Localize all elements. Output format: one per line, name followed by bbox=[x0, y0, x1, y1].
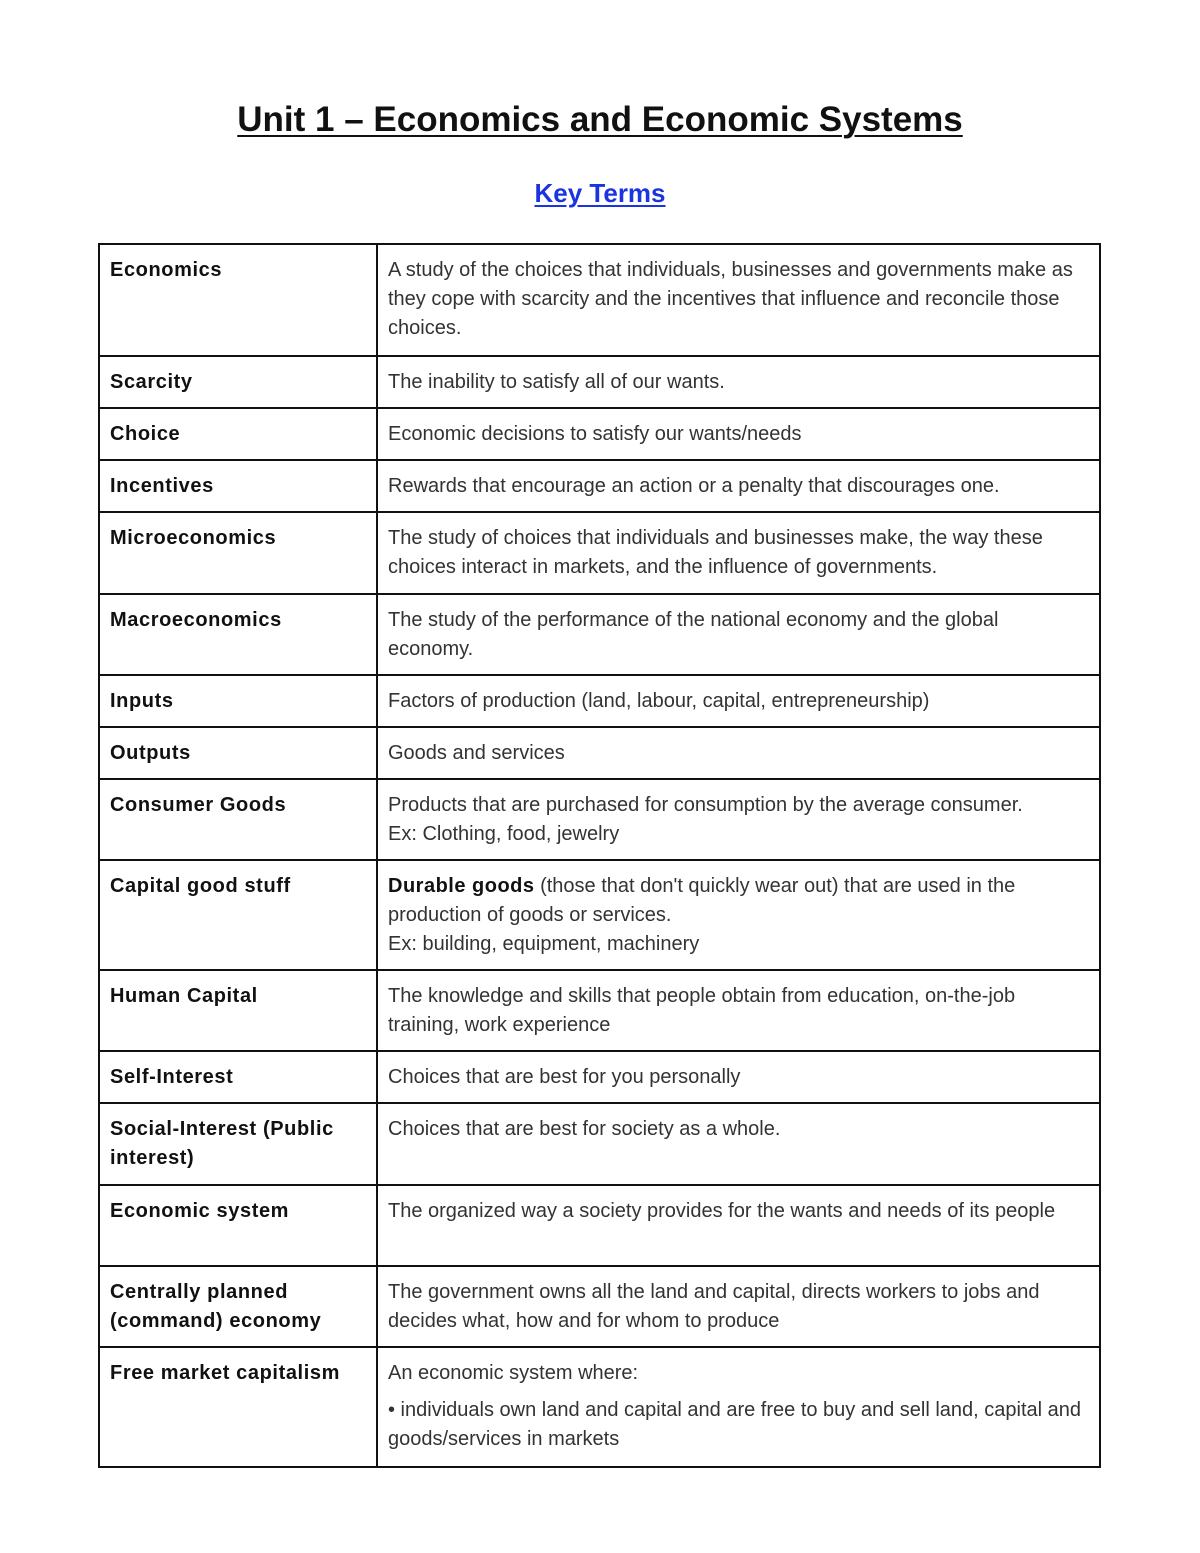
table-row bbox=[99, 1103, 1100, 1185]
table-row bbox=[99, 1051, 1100, 1103]
definition-cell: Economic decisions to satisfy our wants/needs bbox=[377, 408, 1100, 460]
table-row bbox=[99, 244, 1100, 356]
table-row bbox=[99, 860, 1100, 970]
term-cell: Social-Interest (Public interest) bbox=[99, 1103, 377, 1185]
definition-cell: The study of the performance of the national economy and the global economy. bbox=[377, 594, 1100, 675]
definition-cell: The knowledge and skills that people obtain from education, on-the-job training, work experience bbox=[377, 970, 1100, 1051]
term-cell: Outputs bbox=[99, 727, 377, 779]
term-cell: Consumer Goods bbox=[99, 779, 377, 860]
term-cell: Free market capitalism bbox=[99, 1347, 377, 1467]
table-row bbox=[99, 460, 1100, 512]
table-row bbox=[99, 970, 1100, 1051]
bullet-list-item: • individuals own land and capital and are free to buy and sell land, capital and goods/services in markets bbox=[388, 1399, 1082, 1450]
definition-cell: The organized way a society provides for the wants and needs of its people bbox=[377, 1185, 1100, 1266]
term-cell: Economics bbox=[99, 244, 377, 356]
term-cell: Choice bbox=[99, 408, 377, 460]
term-cell: Scarcity bbox=[99, 356, 377, 408]
definition-cell: Goods and services bbox=[377, 727, 1100, 779]
section-heading-key-terms: Key Terms bbox=[534, 178, 666, 208]
definition-cell: Choices that are best for you personally bbox=[377, 1051, 1100, 1103]
term-cell: Inputs bbox=[99, 675, 377, 727]
definition-rest-text: (those that don't quickly wear out) that are used in the production of goods or services. bbox=[388, 875, 1016, 926]
example-text: Ex: Clothing, food, jewelry bbox=[388, 823, 620, 845]
term-cell: Macroeconomics bbox=[99, 594, 377, 675]
term-cell: Capital good stuff bbox=[99, 860, 377, 970]
table-row bbox=[99, 408, 1100, 460]
table-row bbox=[99, 356, 1100, 408]
definition-cell: Factors of production (land, labour, capital, entrepreneurship) bbox=[377, 675, 1100, 727]
definition-text bbox=[388, 872, 1089, 930]
definition-bold-text: Durable goods bbox=[388, 875, 535, 897]
table-row bbox=[99, 1185, 1100, 1266]
table-row bbox=[99, 512, 1100, 594]
definition-cell bbox=[377, 860, 1100, 970]
key-terms-table bbox=[98, 243, 1101, 1468]
table-row bbox=[99, 727, 1100, 779]
definition-cell bbox=[377, 779, 1100, 860]
table-row bbox=[99, 675, 1100, 727]
definition-text: An economic system where: bbox=[388, 1362, 639, 1384]
term-cell: Microeconomics bbox=[99, 512, 377, 594]
page-title: Unit 1 – Economics and Economic Systems bbox=[237, 100, 963, 139]
definition-cell: A study of the choices that individuals, businesses and governments make as they cope with scarcity and the incentives that influence and reconcile those choices. bbox=[377, 244, 1100, 356]
term-cell: Human Capital bbox=[99, 970, 377, 1051]
definition-cell bbox=[377, 1347, 1100, 1467]
term-cell: Economic system bbox=[99, 1185, 377, 1266]
definition-cell: The study of choices that individuals and businesses make, the way these choices interact in markets, and the influence of governments. bbox=[377, 512, 1100, 594]
term-cell: Incentives bbox=[99, 460, 377, 512]
definition-cell: Rewards that encourage an action or a penalty that discourages one. bbox=[377, 460, 1100, 512]
table-row bbox=[99, 1266, 1100, 1347]
table-row bbox=[99, 594, 1100, 675]
table-row bbox=[99, 1347, 1100, 1467]
definition-cell: The inability to satisfy all of our wants. bbox=[377, 356, 1100, 408]
term-cell: Centrally planned (command) economy bbox=[99, 1266, 377, 1347]
definition-cell: Choices that are best for society as a whole. bbox=[377, 1103, 1100, 1185]
table-row bbox=[99, 779, 1100, 860]
term-cell: Self-Interest bbox=[99, 1051, 377, 1103]
definition-text: Products that are purchased for consumption by the average consumer. bbox=[388, 794, 1023, 816]
definition-cell: The government owns all the land and capital, directs workers to jobs and decides what, how and for whom to produce bbox=[377, 1266, 1100, 1347]
example-text: Ex: building, equipment, machinery bbox=[388, 933, 700, 955]
